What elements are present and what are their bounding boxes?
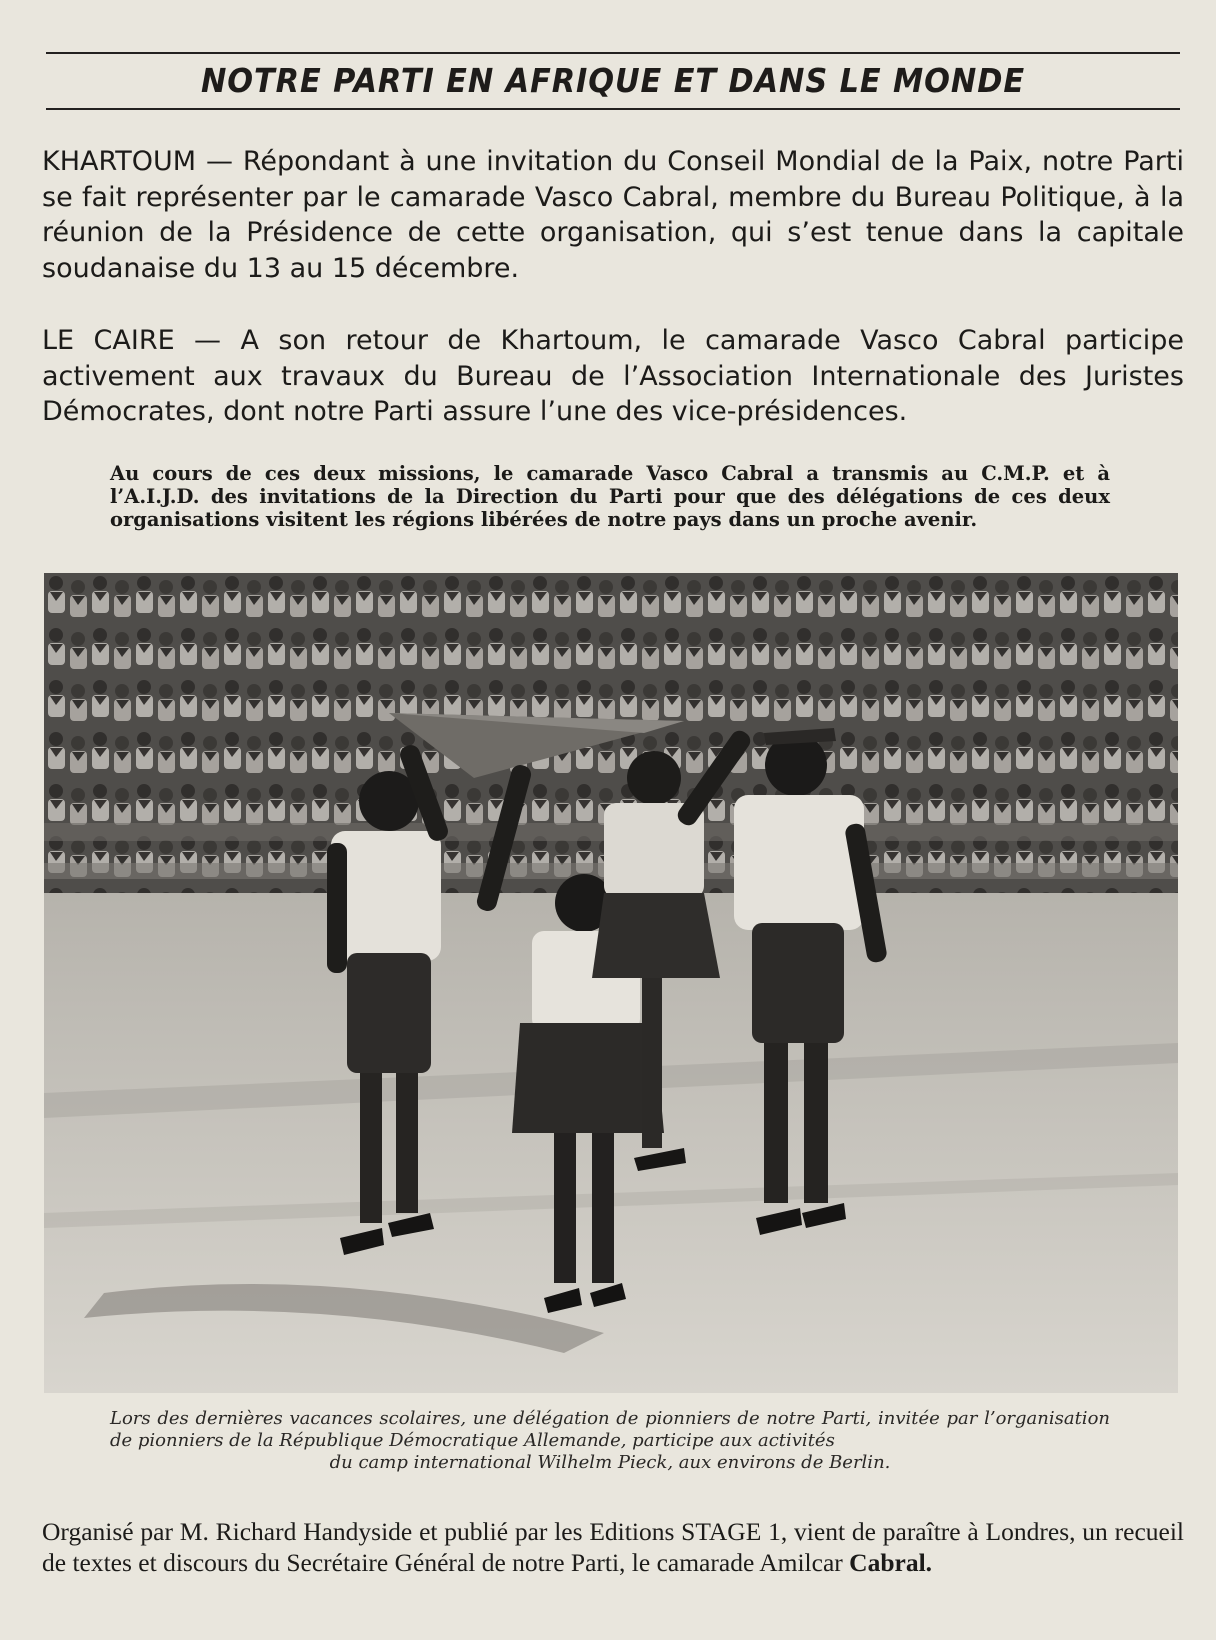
book-announcement [42,1516,1184,1578]
section-heading: NOTRE PARTI EN AFRIQUE ET DANS LE MONDE [200,61,1026,100]
pioneers-photo-illustration [44,573,1178,1393]
photo-caption-last-line: du camp international Wilhelm Pieck, aux environs de Berlin. [329,1452,891,1473]
article-le-caire-text: LE CAIRE — A son retour de Khartoum, le camarade Vasco Cabral participe activement aux travaux du Bureau de l’Association Internationale des Juristes Démocrates, dont notre Parti assure l’une des vice-présidences. [42,325,1184,427]
heading-rule-top [46,52,1180,54]
article-khartoum-text: KHARTOUM — Répondant à une invitation du Conseil Mondial de la Paix, notre Parti se fait représenter par le camarade Vasco Cabral, membre du Bureau Politique, à la réunion de la Présidence de cette organisation, qui s’est tenue dans la capitale soudanaise du 13 au 15 décembre. [42,146,1184,284]
book-announcement-author: Cabral. [849,1548,933,1577]
missions-note: Au cours de ces deux missions, le camarade Vasco Cabral a transmis au C.M.P. et à l’A.I.J.D. des invitations de la Direction du Parti pour que des délégations de ces deux organisations visitent les régions libérées de notre pays dans un proche avenir. [110,462,1110,531]
article-khartoum [42,144,1184,286]
pioneers-photo [44,573,1178,1393]
photo-caption-main: Lors des dernières vacances scolaires, une délégation de pionniers de notre Parti, invitée par l’organisation de pionniers de la République Démocratique Allemande, participe aux activités [110,1408,1110,1451]
book-announcement-text: Organisé par M. Richard Handyside et publié par les Editions STAGE 1, vient de paraître à Londres, un recueil de textes et discours du Secrétaire Général de notre Parti, le camarade Amilcar [42,1517,1184,1577]
article-le-caire [42,323,1184,430]
photo-caption [110,1408,1110,1474]
heading-rule-bottom [46,108,1180,110]
